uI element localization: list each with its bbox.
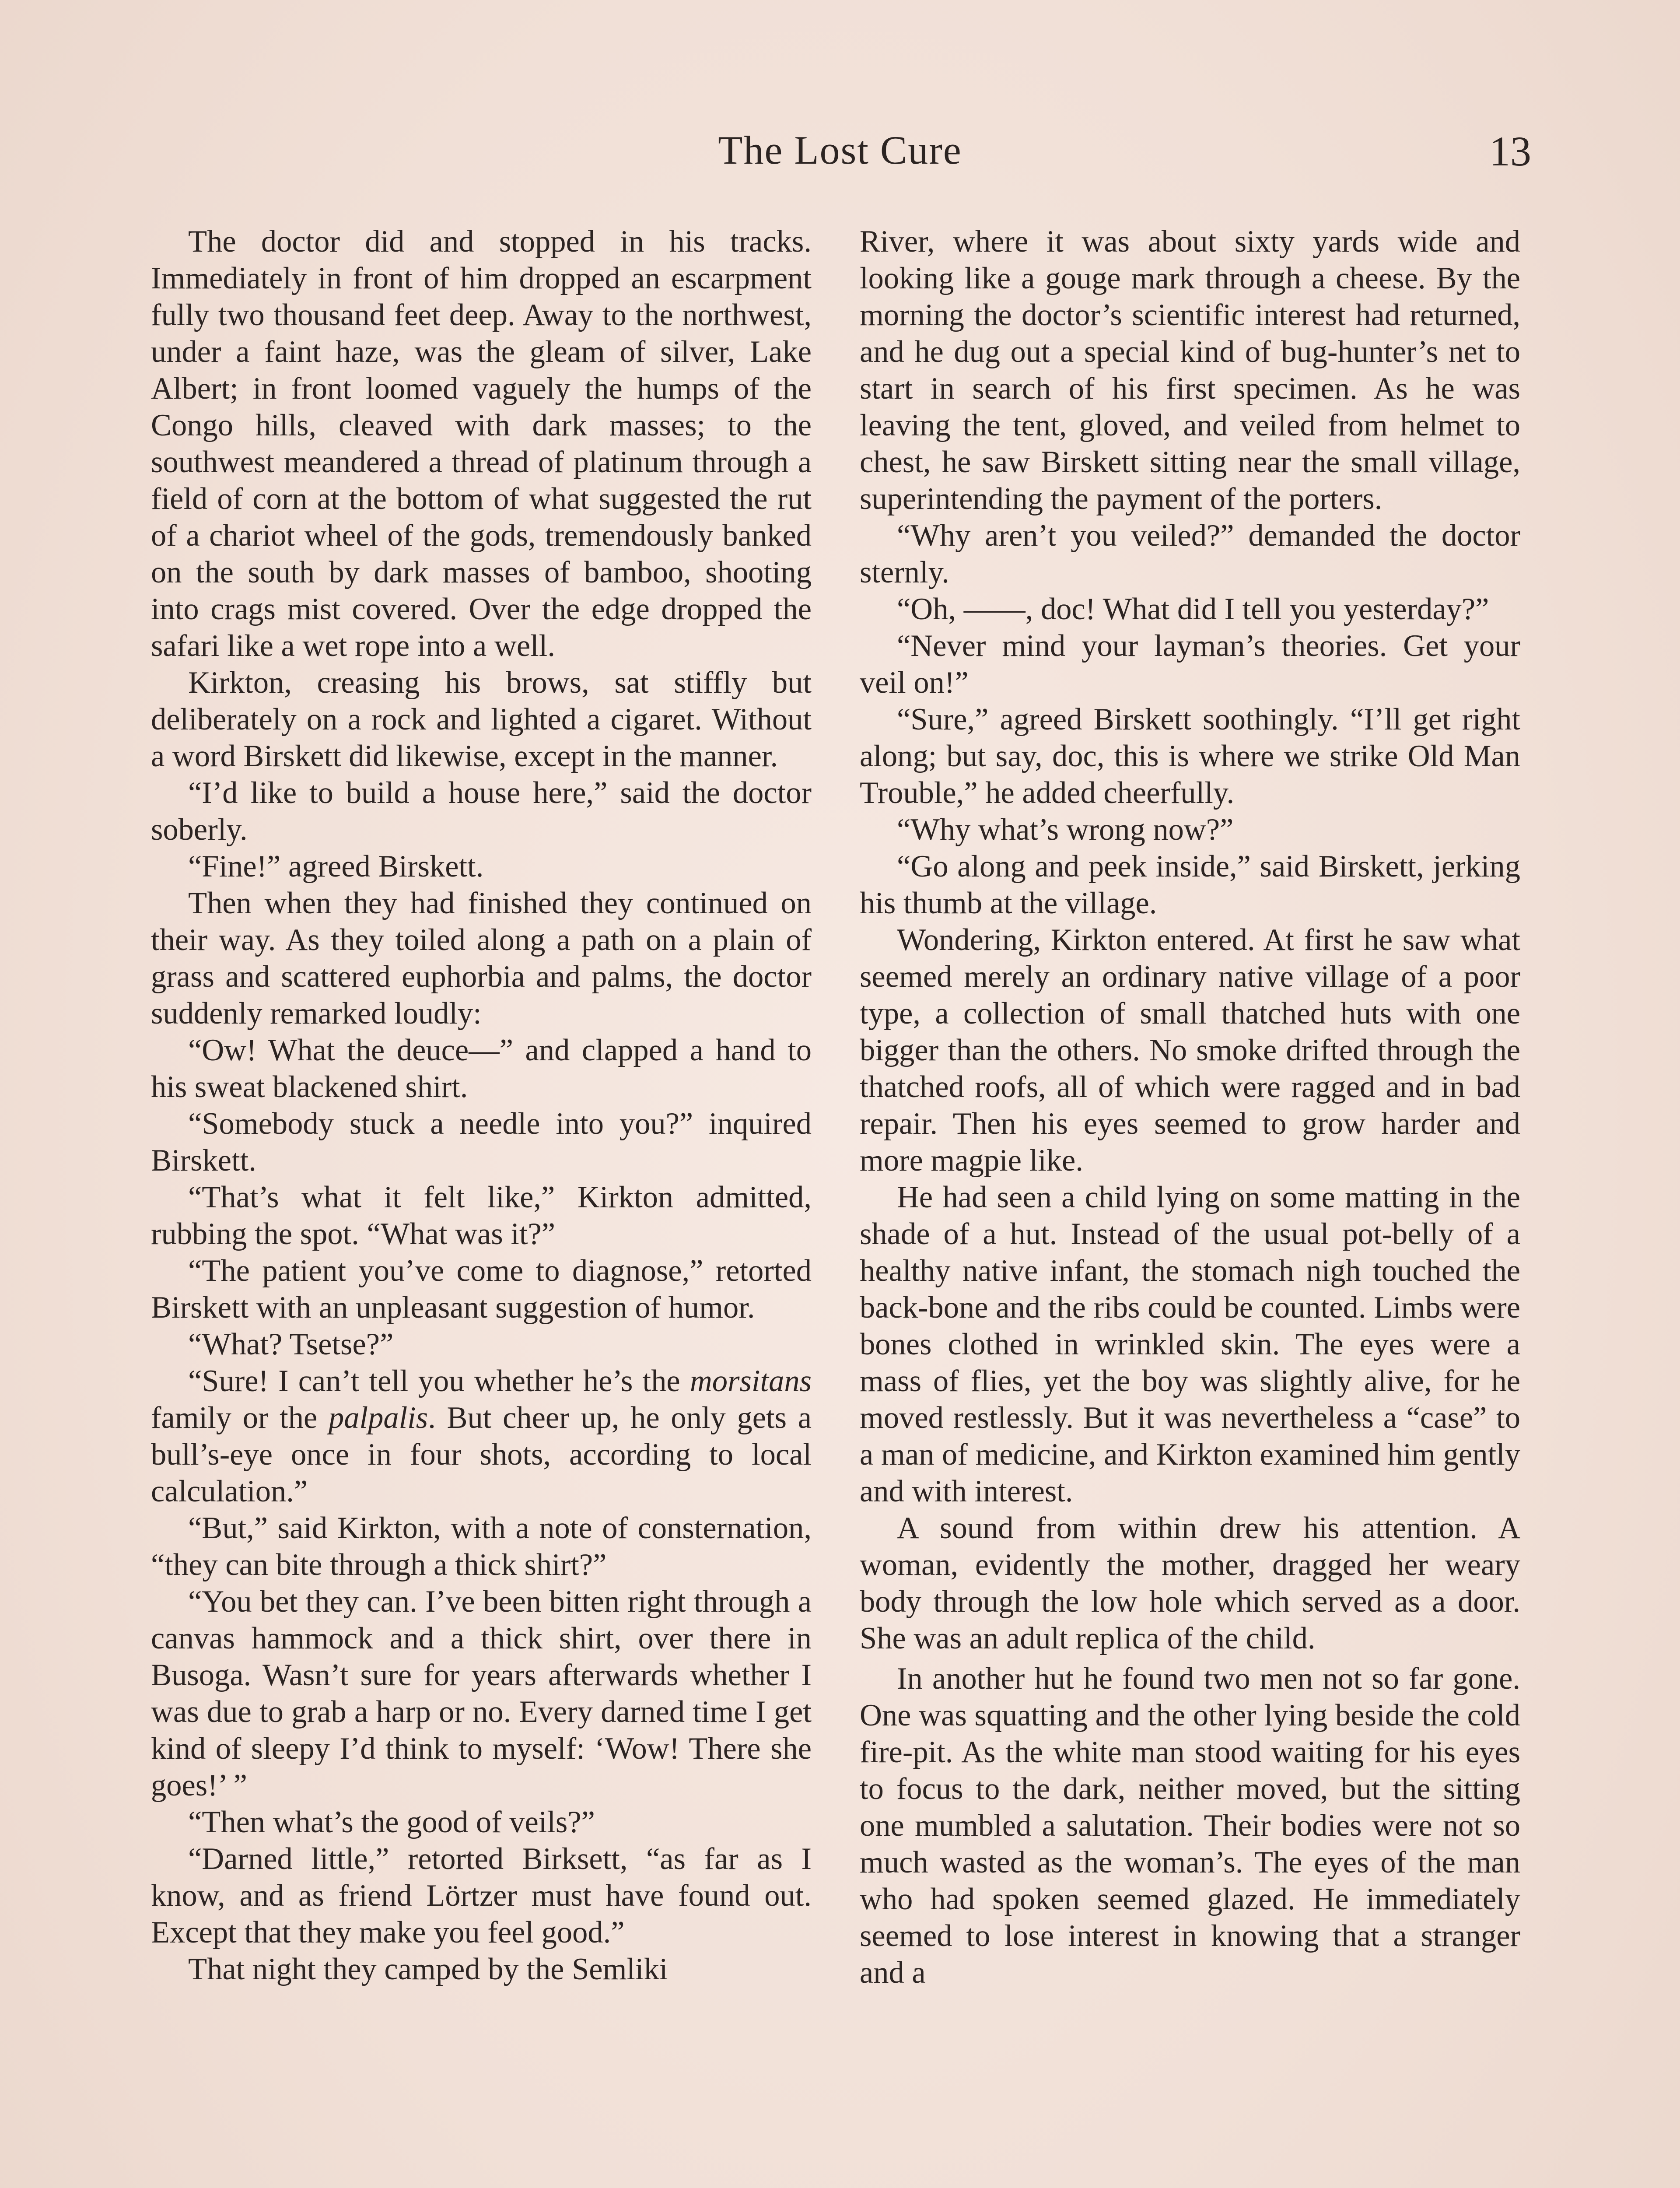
paragraph: “Why aren’t you veiled?” demanded the doctor sternly.	[860, 519, 1520, 589]
paragraph: Then when they had finished they continued on their way. As they toiled along a path on a plain of grass and scattered euphorbia and palms, the doctor suddenly remarked loudly:	[151, 886, 812, 1031]
paragraph	[151, 1363, 812, 1510]
paragraph: “Somebody stuck a needle into you?” inquired Birskett.	[151, 1107, 812, 1178]
paragraph: “You bet they can. I’ve been bitten right through a canvas hammock and a thick shirt, over there in Busoga. Wasn’t sure for years afterwards whether I was due to grab a harp or no. Every darned time I get kind of sleepy I’d think to myself: ‘Wow! There she goes!’ ”	[151, 1585, 812, 1802]
paragraph: Kirkton, creasing his brows, sat stiffly but deliberately on a rock and lighted a cigaret. Without a word Birskett did likewise, except in the manner.	[151, 666, 812, 773]
paragraph: “Then what’s the good of veils?”	[188, 1805, 595, 1839]
page-number: 13	[1489, 128, 1531, 175]
paragraph: “The patient you’ve come to diagnose,” retorted Birskett with an unpleasant suggestion of humor.	[151, 1254, 812, 1325]
paragraph: “I’d like to build a house here,” said the doctor soberly.	[151, 776, 812, 847]
paragraph: “What? Tsetse?”	[188, 1327, 394, 1361]
text-run: “Sure! I can’t tell you whether he’s the	[188, 1364, 680, 1398]
paragraph: That night they camped by the Semliki	[188, 1952, 668, 1986]
paragraph: “Go along and peek inside,” said Birskett, jerking his thumb at the village.	[860, 849, 1520, 920]
paragraph: “Sure,” agreed Birskett soothingly. “I’ll get right along; but say, doc, this is where we strike Old Man Trouble,” he added cheerfully.	[860, 702, 1520, 810]
paragraph: “Why what’s wrong now?”	[897, 813, 1234, 847]
paragraph: “Darned little,” retorted Birksett, “as far as I know, and as friend Lörtzer must have found out. Except that they make you feel good.”	[151, 1842, 812, 1950]
paragraph: “But,” said Kirkton, with a note of consternation, “they can bite through a thick shirt?”	[151, 1511, 812, 1582]
paragraph: A sound from within drew his attention. A woman, evidently the mother, dragged her weary body through the low hole which served as a door. She was an adult replica of the child.	[860, 1511, 1520, 1655]
paragraph: He had seen a child lying on some matting in the shade of a hut. Instead of the usual pot-belly of a healthy native infant, the stomach nigh touched the back-bone and the ribs could be counted. Limbs were bones clothed in wrinkled skin. The eyes were a mass of flies, yet the boy was slightly alive, for he moved restlessly. But it was nevertheless a “case” to a man of medicine, and Kirkton examined him gently and with interest.	[860, 1180, 1520, 1508]
left-column	[151, 223, 812, 1988]
paragraph: “Fine!” agreed Birskett.	[188, 849, 484, 884]
text-run: . But cheer up, he only gets a bull’s-eye once in four shots, according to local calculation.”	[151, 1401, 812, 1508]
paragraph: In another hut he found two men not so far gone. One was squatting and the other lying beside the cold fire-pit. As the white man stood waiting for his eyes to focus to the dark, neither moved, but the sitting one mumbled a salutation. Their bodies were not so much wasted as the woman’s. The eyes of the man who had spoken seemed glazed. He immediately seemed to lose interest in knowing that a stranger and a	[860, 1662, 1520, 1990]
paragraph: “Ow! What the deuce—” and clapped a hand to his sweat blackened shirt.	[151, 1033, 812, 1104]
paragraph: River, where it was about sixty yards wide and looking like a gouge mark through a cheese. By the morning the doctor’s scientific interest had returned, and he dug out a special kind of bug-hunter’s net to start in search of his first specimen. As he was leaving the tent, gloved, and veiled from helmet to chest, he saw Birskett sitting near the small village, superintending the payment of the porters.	[860, 224, 1520, 516]
running-header	[149, 127, 1531, 184]
page-title: The Lost Cure	[718, 128, 962, 172]
paragraph: The doctor did and stopped in his tracks. Immediately in front of him dropped an escarpment fully two thousand feet deep. Away to the northwest, under a faint haze, was the gleam of silver, Lake Albert; in front loomed vaguely the humps of the Congo hills, cleaved with dark masses; to the southwest meandered a thread of platinum through a field of corn at the bottom of what suggested the rut of a chariot wheel of the gods, tremendously banked on the south by dark masses of bamboo, shooting into crags mist covered. Over the edge dropped the safari like a wet rope into a well.	[151, 224, 812, 663]
italic-term-morsitans: morsitans	[690, 1364, 812, 1398]
paragraph: Wondering, Kirkton entered. At first he saw what seemed merely an ordinary native village of a poor type, a collection of small thatched huts with one bigger than the others. No smoke drifted through the thatched roofs, all of which were ragged and in bad repair. Then his eyes seemed to grow harder and more magpie like.	[860, 923, 1520, 1178]
paragraph: “That’s what it felt like,” Kirkton admitted, rubbing the spot. “What was it?”	[151, 1180, 812, 1251]
paragraph: “Never mind your layman’s theories. Get your veil on!”	[860, 629, 1520, 700]
paragraph: “Oh, ——, doc! What did I tell you yesterday?”	[897, 592, 1489, 626]
right-column	[860, 223, 1520, 1991]
italic-term-palpalis: palpalis	[328, 1401, 428, 1435]
text-run: family or the	[151, 1401, 318, 1435]
